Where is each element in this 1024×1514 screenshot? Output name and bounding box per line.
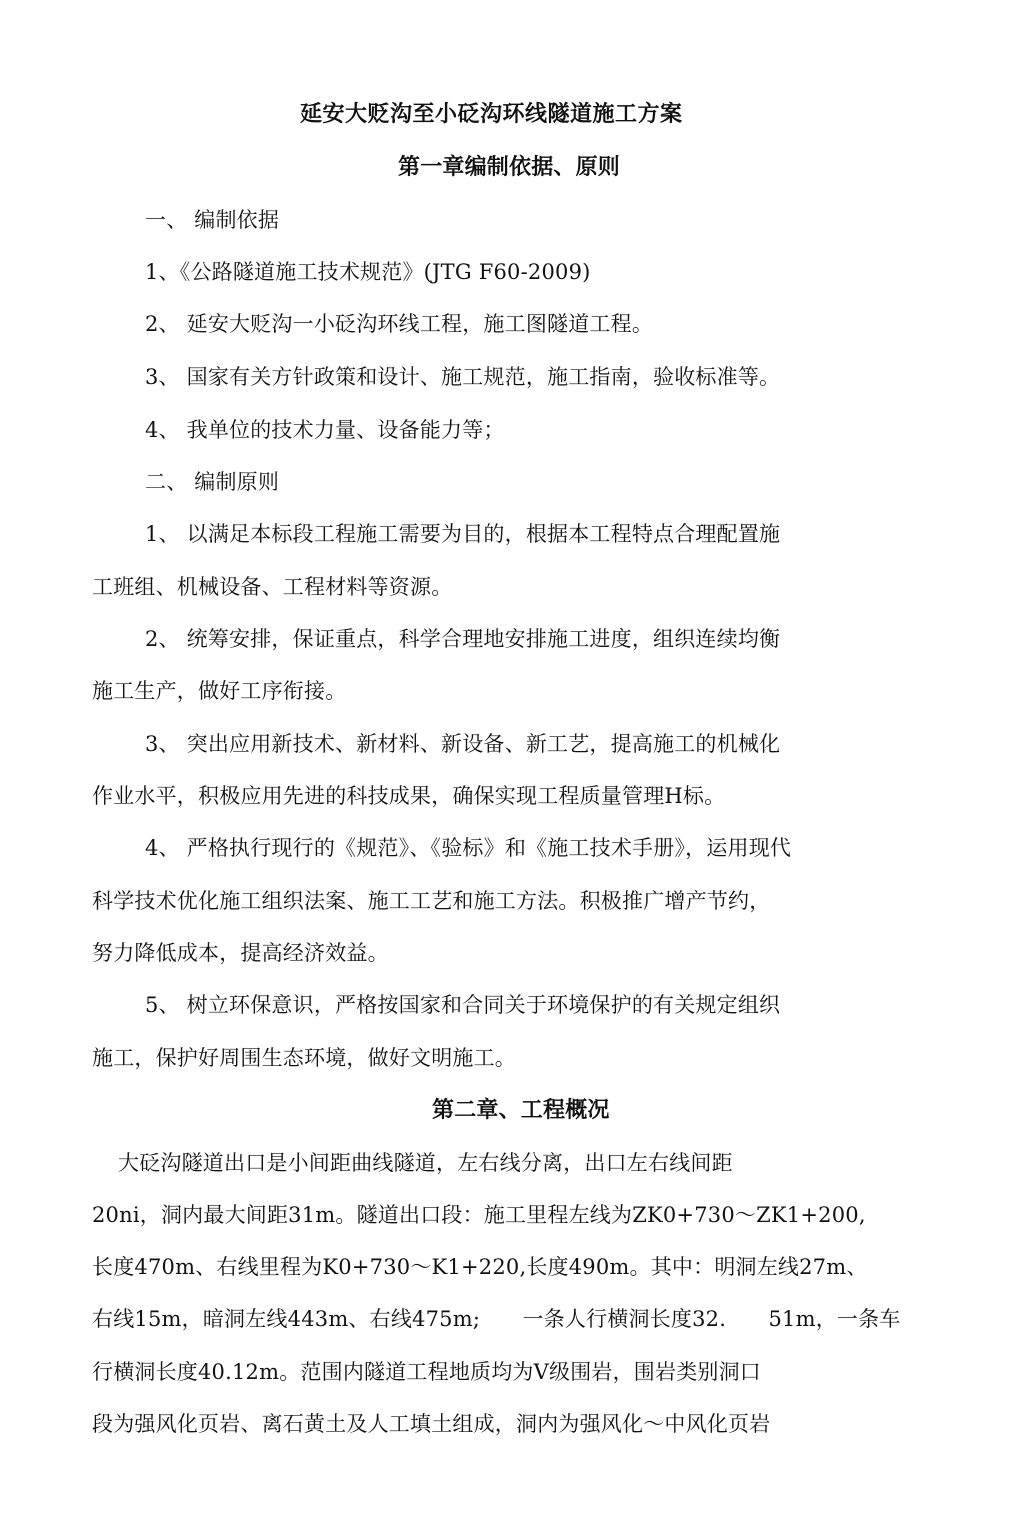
overview-line-6: 段为强风化页岩、离石黄土及人工填土组成，洞内为强风化～中风化页岩 [92,1412,771,1436]
chapter-2-heading: 第二章、工程概况 [432,1097,610,1123]
principle-5-line-1: 5、 树立环保意识，严格按国家和合同关于环境保护的有关规定组织 [145,993,781,1017]
principle-5-line-2: 施工，保护好周围生态环境，做好文明施工。 [92,1046,516,1070]
overview-line-2: 20ni，洞内最大间距31m。隧道出口段：施工里程左线为ZK0+730～ZK1+200, [92,1203,866,1227]
principle-4-line-1: 4、 严格执行现行的《规范》、《验标》和《施工技术手册》，运用现代 [145,836,792,860]
section-1-heading: 一、 编制依据 [145,208,280,232]
basis-item-2: 2、 延安大贬沟一小砭沟环线工程，施工图隧道工程。 [145,312,654,336]
overview-line-4: 右线15m，暗洞左线443m、右线475m; 一条人行横洞长度32. 51m，一条车 [92,1307,901,1331]
principle-3-line-1: 3、 突出应用新技术、新材料、新设备、新工艺，提高施工的机械化 [145,732,781,756]
principle-1-line-1: 1、 以满足本标段工程施工需要为目的，根据本工程特点合理配置施 [145,522,781,546]
basis-item-1: 1、《公路隧道施工技术规范》(JTG F60-2009) [145,260,591,284]
overview-line-3: 长度470m、右线里程为K0+730～K1+220,长度490m。其中：明洞左线27m、 [92,1255,868,1279]
principle-2-line-2: 施工生产，做好工序衔接。 [92,679,347,703]
chapter-1-heading: 第一章编制依据、原则 [398,154,621,180]
section-2-heading: 二、 编制原则 [145,470,280,494]
basis-item-3: 3、 国家有关方针政策和设计、施工规范，施工指南，验收标准等。 [145,365,781,389]
basis-item-4: 4、 我单位的技术力量、设备能力等； [145,418,505,442]
principle-4-line-2: 科学技术优化施工组织法案、施工工艺和施工方法。积极推广增产节约， [92,889,771,913]
document-title: 延安大贬沟至小砭沟环线隧道施工方案 [300,101,683,127]
principle-4-line-3: 努力降低成本，提高经济效益。 [92,941,389,965]
principle-1-line-2: 工班组、机械设备、工程材料等资源。 [92,575,453,599]
overview-line-1: 大砭沟隧道出口是小间距曲线隧道，左右线分离，出口左右线间距 [118,1151,733,1175]
principle-3-line-2: 作业水平，积极应用先进的科技成果，确保实现工程质量管理H标。 [92,784,726,808]
overview-line-5: 行横洞长度40.12m。范围内隧道工程地质均为V级围岩，围岩类别洞口 [92,1360,761,1384]
principle-2-line-1: 2、 统筹安排，保证重点，科学合理地安排施工进度，组织连续均衡 [145,627,781,651]
